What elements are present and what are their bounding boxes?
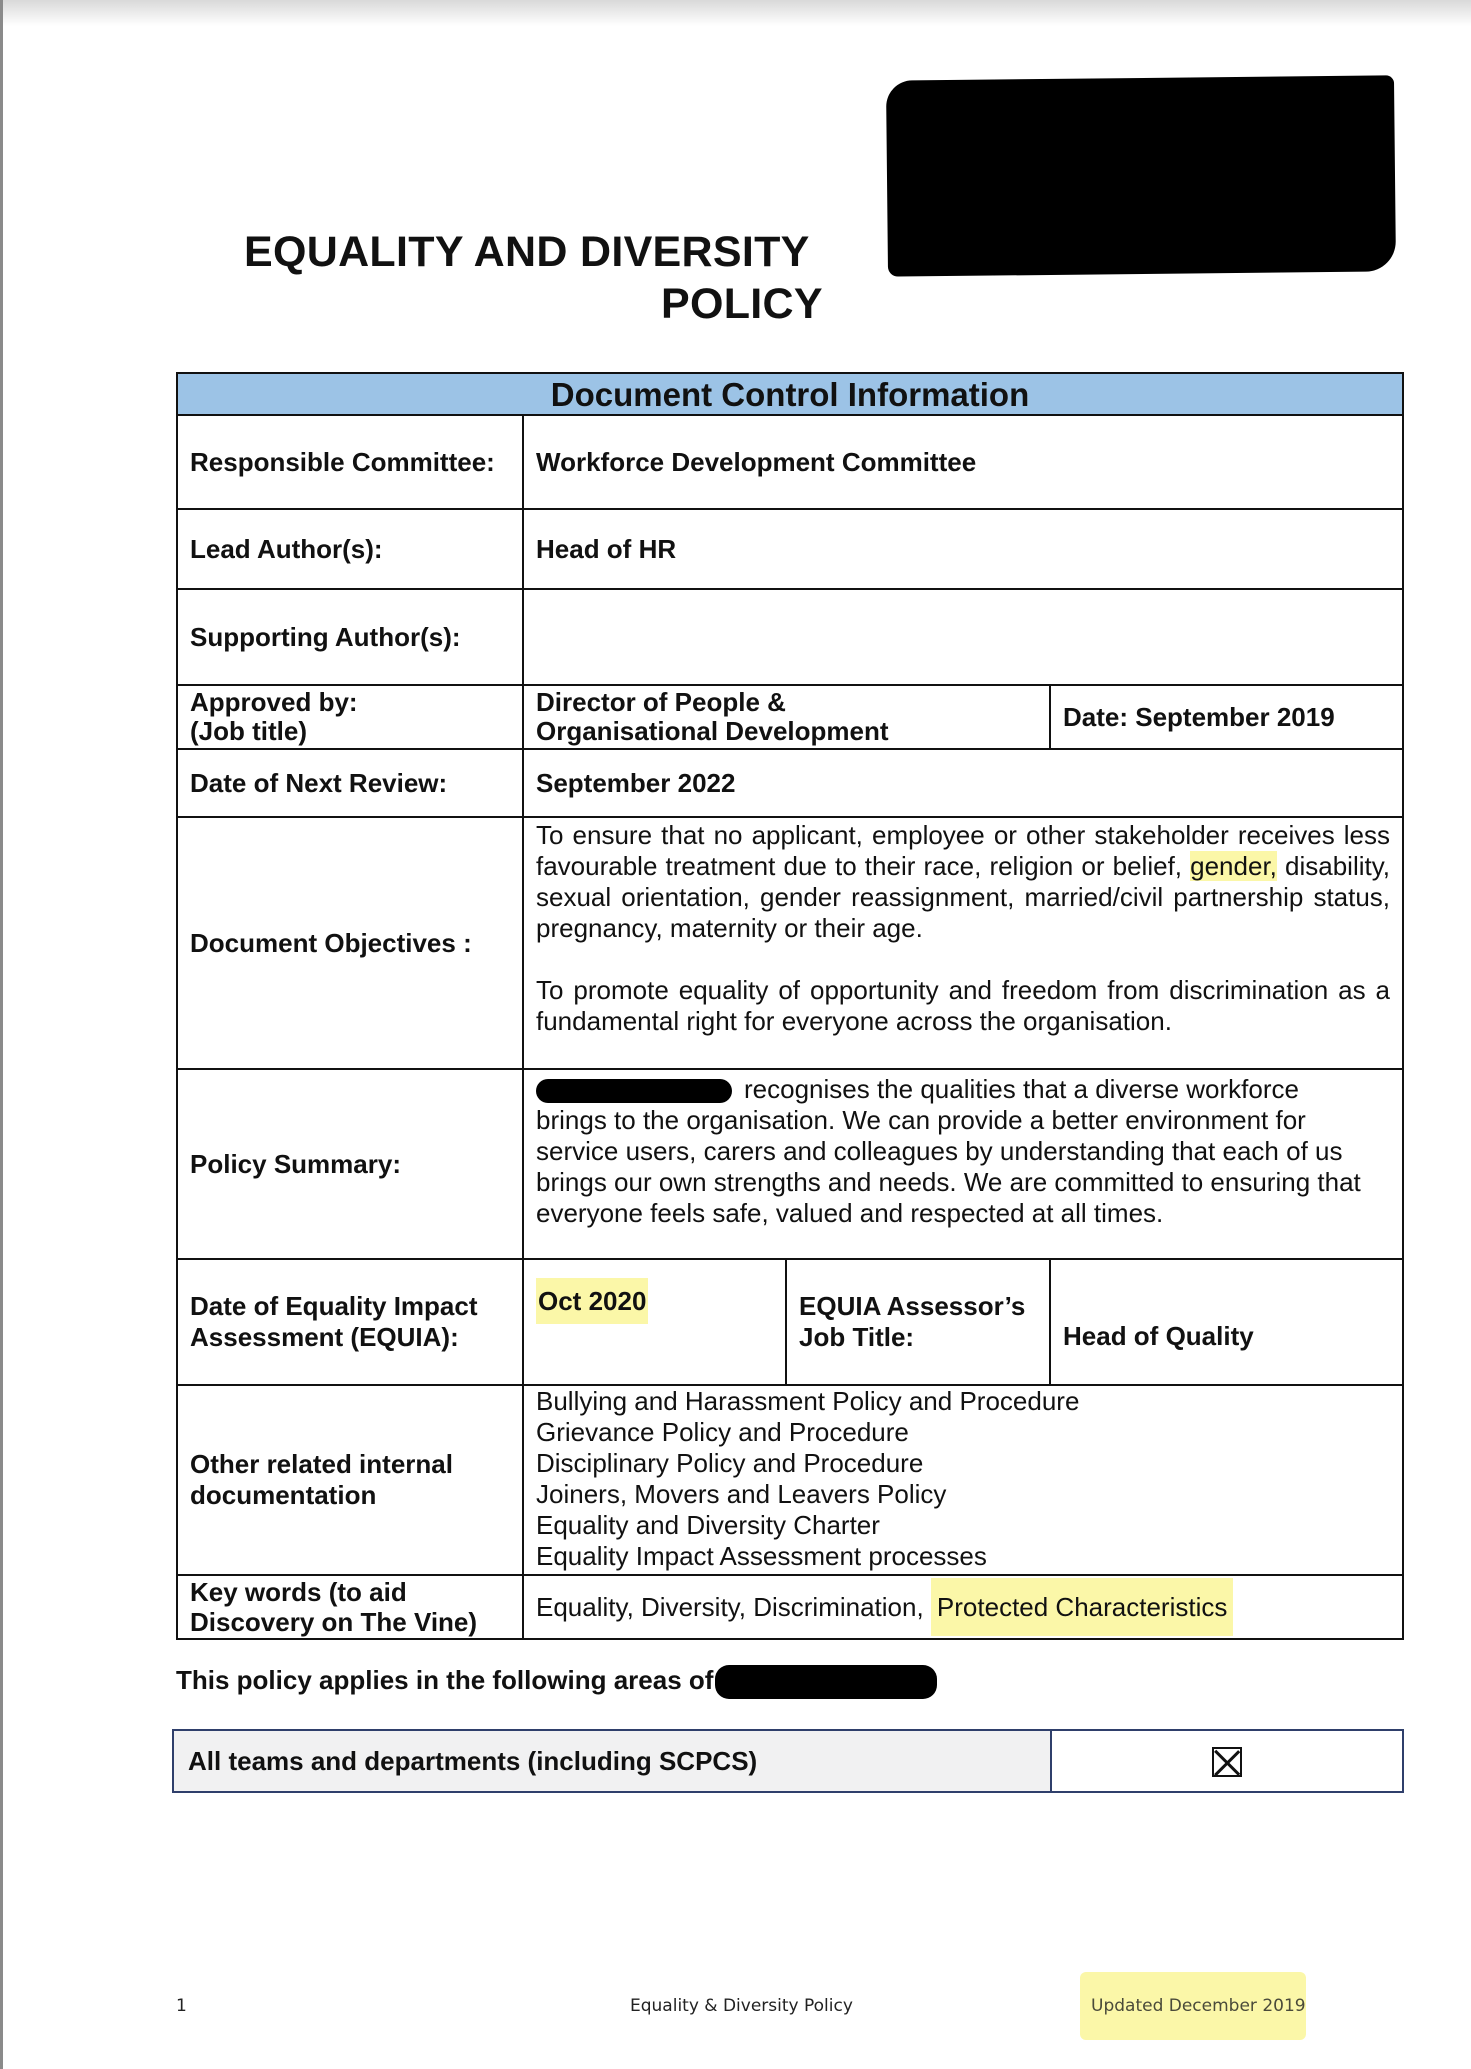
key-words-plain: Equality, Diversity, Discrimination, [536,1591,931,1622]
policy-summary-label: Policy Summary: [177,1069,523,1259]
policy-summary-text-rest: brings to the organisation. We can provide a better environment for service users, carers and colleagues by understanding that each of us brings our own strengths and needs. We are committed to ensuring that everyone feels safe, valued and respected at all times. [536,1105,1361,1228]
equia-date-value: Oct 2020 [536,1278,648,1324]
approved-by-label-line2: (Job title) [190,716,307,746]
equia-date-cell [523,1259,786,1385]
next-review-label: Date of Next Review: [177,749,523,817]
supporting-authors-label: Supporting Author(s): [177,589,523,685]
equia-assessor-value: Head of Quality [1050,1259,1403,1385]
document-control-heading: Document Control Information [177,373,1403,415]
checked-box-icon[interactable] [1212,1747,1242,1777]
approved-by-label [177,685,523,749]
supporting-authors-value [523,589,1403,685]
related-doc-item: Equality Impact Assessment processes [536,1541,987,1571]
redacted-organisation-name-2 [715,1665,937,1699]
footer-title: Equality & Diversity Policy [630,1996,853,2016]
footer-updated: Updated December 2019 [1091,1996,1306,2016]
related-docs-label: Other related internal documentation [177,1385,523,1575]
related-doc-item: Bullying and Harassment Policy and Procedure [536,1386,1080,1416]
page-left-edge [0,0,3,2069]
equia-assessor-label: EQUIA Assessor’s Job Title: [786,1259,1050,1385]
approved-by-value [523,685,1050,749]
redacted-organisation-name [536,1079,732,1103]
key-words-label: Key words (to aid Discovery on The Vine) [177,1575,523,1639]
approved-by-value-line1: Director of People & [536,687,786,717]
next-review-value: September 2022 [523,749,1403,817]
related-doc-item: Equality and Diversity Charter [536,1510,880,1540]
policy-summary-line-1 [536,1074,1390,1105]
applies-checkbox-cell [1051,1730,1403,1792]
policy-summary-value [523,1069,1403,1259]
approval-date: Date: September 2019 [1050,685,1403,749]
objectives-value [523,817,1403,1069]
responsible-committee-label: Responsible Committee: [177,415,523,509]
related-doc-item: Joiners, Movers and Leavers Policy [536,1479,947,1509]
related-docs-list [523,1385,1403,1575]
related-doc-item: Disciplinary Policy and Procedure [536,1448,924,1478]
applies-row-label: All teams and departments (including SCPCS) [173,1730,1051,1792]
key-words-highlight: Protected Characteristics [931,1578,1233,1636]
applies-intro [176,1665,937,1699]
objectives-text-a: To ensure that no applicant, employee or other stakeholder receives less favourable treatment due to their race, religion or belief, [536,820,1391,881]
applies-table [172,1729,1404,1793]
title-line-1: EQUALITY AND DIVERSITY [244,228,810,276]
redacted-logo [886,75,1396,276]
approved-by-label-line1: Approved by: [190,687,358,717]
page-top-shadow [0,0,1471,26]
applies-intro-text: This policy applies in the following areas of [176,1665,714,1695]
policy-summary-text-line1: recognises the qualities that a diverse workforce [744,1074,1299,1104]
document-control-table [176,372,1404,1640]
related-doc-item: Grievance Policy and Procedure [536,1417,909,1447]
lead-authors-label: Lead Author(s): [177,509,523,589]
equia-date-label: Date of Equality Impact Assessment (EQUIA): [177,1259,523,1385]
objectives-paragraph-2: To promote equality of opportunity and freedom from discrimination as a fundamental right for everyone across the organisation. [536,975,1391,1036]
objectives-text-b: disability, sexual orientation, gender reassignment, married/civil partnership status, pregnancy, maternity or their age. [536,851,1391,943]
objectives-label: Document Objectives : [177,817,523,1069]
responsible-committee-value: Workforce Development Committee [523,415,1403,509]
highlight-gender: gender, [1190,851,1277,881]
title-line-2: POLICY [661,280,823,328]
approved-by-value-line2: Organisational Development [536,716,889,746]
objectives-paragraph-1 [536,820,1390,944]
key-words-value [523,1575,1403,1639]
lead-authors-value: Head of HR [523,509,1403,589]
footer-page-number: 1 [176,1996,187,2016]
